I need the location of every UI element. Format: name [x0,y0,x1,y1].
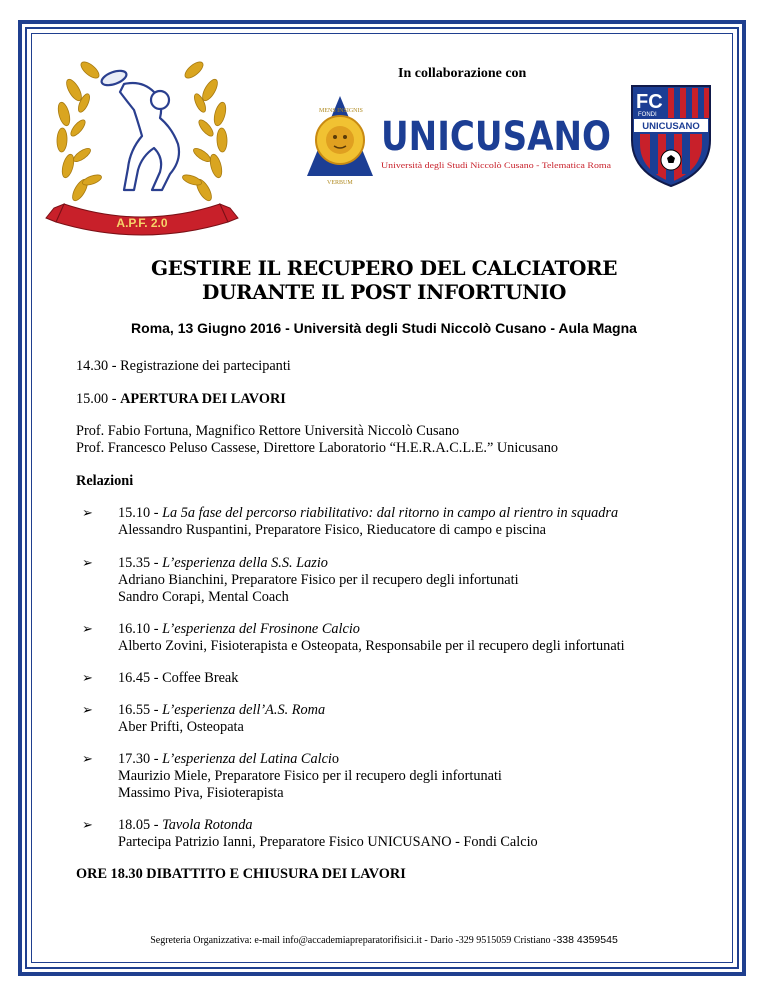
event-subtitle: Roma, 13 Giugno 2016 - Università degli Studi Niccolò Cusano - Aula Magna [131,320,637,336]
seal-text-top: MENS INSIGNIS [319,108,363,114]
arrow-bullet-icon: ➢ [82,622,93,637]
item-title: L’esperienza del Frosinone Calcio [162,621,360,637]
item-speaker: Partecipa Patrizio Ianni, Preparatore Fisico UNICUSANO - Fondi Calcio [118,834,538,850]
registration-line: 14.30 - Registrazione dei partecipanti [76,358,291,374]
opening-line [76,391,286,408]
item-speaker: Adriano Bianchini, Preparatore Fisico per il recupero degli infortunati [118,572,519,588]
item-title: L’esperienza della S.S. Lazio [162,555,328,571]
closing-line: ORE 18.30 DIBATTITO E CHIUSURA DEI LAVORI [76,866,406,882]
item-speaker: Maurizio Miele, Preparatore Fisico per il recupero degli infortunati [118,768,502,784]
item-speaker: Massimo Piva, Fisioterapista [118,785,284,801]
footer-phone: -338 4359545 [552,934,618,946]
item-time: 18.05 - [118,817,163,833]
list-item [82,505,618,522]
item-title: La 5a fase del percorso riabilitativo: dal ritorno in campo al rientro in squadra [162,505,619,521]
item-title: Tavola Rotonda [162,817,253,833]
page-title-line-1: GESTIRE IL RECUPERO DEL CALCIATORE [150,256,618,280]
item-speaker: Sandro Corapi, Mental Coach [118,589,289,605]
list-item [82,702,325,719]
collaboration-label: In collaborazione con [398,66,527,81]
fc-name: UNICUSANO [642,121,700,132]
arrow-bullet-icon: ➢ [82,556,93,571]
item-speaker: Aber Prifti, Osteopata [118,719,244,735]
arrow-bullet-icon: ➢ [82,703,93,718]
item-title: L’esperienza dell’A.S. Roma [162,702,326,718]
seal-text-bottom: VERBUM [327,180,353,186]
item-time: 15.10 - [118,505,163,521]
unicusano-name: UNICUSANO [381,114,611,160]
arrow-bullet-icon: ➢ [82,818,93,833]
fc-city: FONDI [638,112,657,118]
item-time: 17.30 - [118,751,163,767]
apf-label: A.P.F. 2.0 [116,216,168,230]
relazioni-heading: Relazioni [76,473,134,489]
welcome-speaker-1: Prof. Fabio Fortuna, Magnifico Rettore Università Niccolò Cusano [76,423,460,439]
fc-letters: FC [636,91,663,113]
discus-thrower-icon [100,68,179,190]
item-speaker: Alberto Zovini, Fisioterapista e Osteopata, Responsabile per il recupero degli infortunati [118,638,625,654]
arrow-bullet-icon: ➢ [82,506,93,521]
list-item [82,670,238,687]
opening-time: 15.00 - [76,391,121,407]
item-title: L’esperienza del Latina Calci [162,751,332,767]
welcome-speaker-2: Prof. Francesco Peluso Cassese, Direttore Laboratorio “H.E.R.A.C.L.E.” Unicusano [76,440,559,456]
opening-label: APERTURA DEI LAVORI [120,391,286,407]
list-item [82,817,253,834]
apf-logo [42,40,242,240]
item-time: 15.35 - [118,555,163,571]
arrow-bullet-icon: ➢ [82,752,93,767]
unicusano-logo [305,88,615,188]
item-title-tail: o [331,751,340,767]
unicusano-tagline: Università degli Studi Niccolò Cusano - Telematica Roma [381,160,612,170]
item-time: 16.55 - [118,702,163,718]
football-icon [661,150,681,170]
item-speaker: Alessandro Ruspantini, Preparatore Fisico, Rieducatore di campo e piscina [118,522,546,538]
list-item [82,751,339,768]
footer-text: Segreteria Organizzativa: e-mail info@accademiapreparatorifisici.it - Dario -329 9515059 Cristiano [150,935,553,946]
list-item [82,621,360,638]
item-time: 16.45 - Coffee Break [118,670,239,686]
arrow-bullet-icon: ➢ [82,671,93,686]
fc-fondi-crest [628,82,714,190]
list-item [82,555,328,572]
footer-contacts [0,934,768,946]
page-title-line-2: DURANTE IL POST INFORTUNIO [202,280,566,304]
item-time: 16.10 - [118,621,163,637]
